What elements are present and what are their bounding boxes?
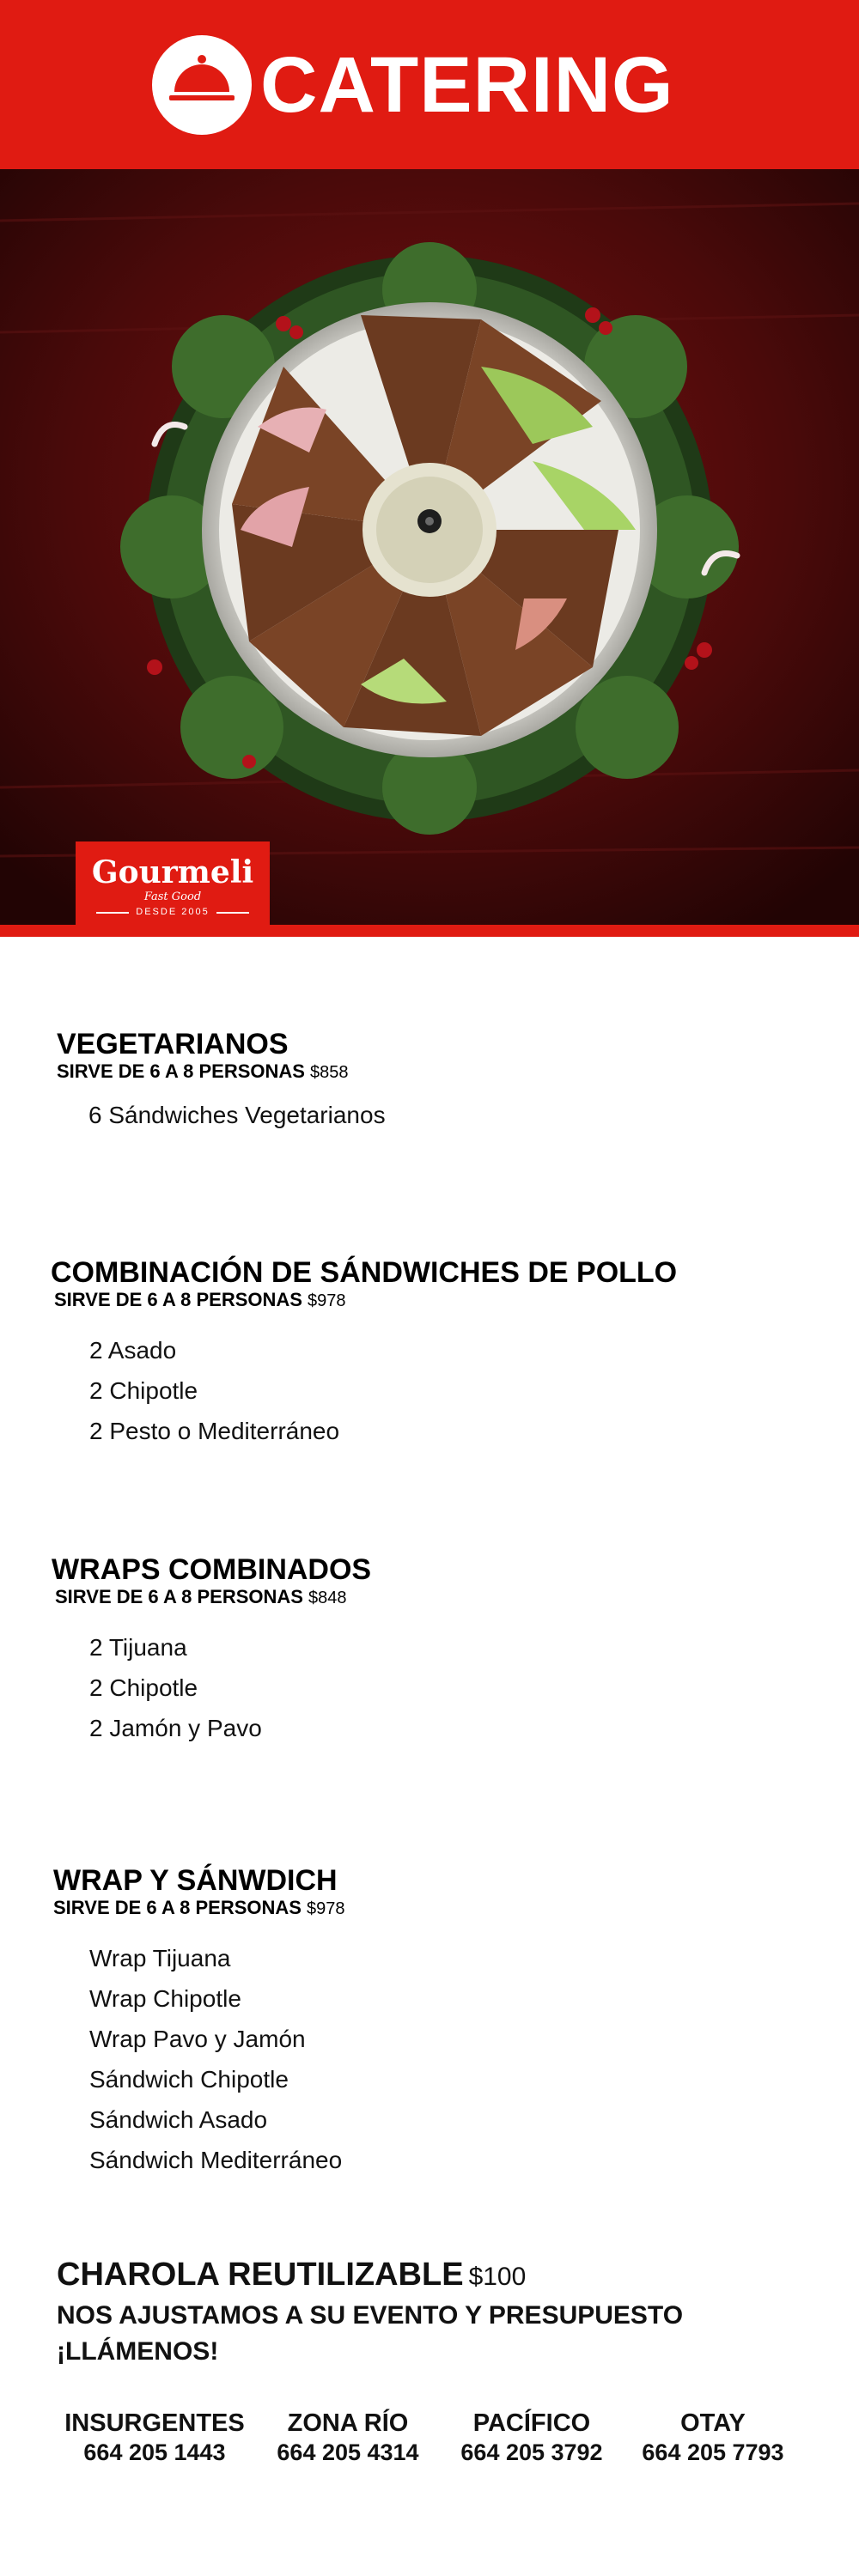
list-item: 2 Chipotle (89, 1674, 198, 1701)
section-items (89, 1330, 859, 1451)
list-item: 6 Sándwiches Vegetarianos (88, 1102, 386, 1128)
call-us-line: ¡LLÁMENOS! (57, 2337, 219, 2366)
list-item: 2 Tijuana (89, 1634, 187, 1661)
branch-zona-rio (245, 2409, 451, 2467)
list-item: Wrap Pavo y Jamón (89, 2026, 306, 2052)
reusable-tray (57, 2255, 526, 2294)
brand-logo (76, 841, 270, 927)
branch-phone[interactable]: 664 205 1443 (83, 2439, 226, 2465)
section-title: WRAP Y SÁNWDICH (53, 1864, 338, 1897)
list-item: 2 Chipotle (89, 1377, 198, 1404)
section-title: COMBINACIÓN DE SÁNDWICHES DE POLLO (51, 1256, 678, 1289)
list-item: Wrap Tijuana (89, 1945, 231, 1971)
section-items (88, 1095, 859, 1135)
branch-phone[interactable]: 664 205 4314 (277, 2439, 419, 2465)
section-price: $978 (307, 1291, 346, 1310)
section-price: $848 (308, 1589, 347, 1607)
list-item: Sándwich Asado (89, 2106, 268, 2133)
serves-label: SIRVE DE 6 A 8 PERSONAS (55, 1586, 303, 1607)
menu-section-vegetarianos (0, 1027, 859, 1135)
section-subtitle (55, 1587, 859, 1610)
serves-label: SIRVE DE 6 A 8 PERSONAS (57, 1060, 305, 1082)
branch-name: PACÍFICO (472, 2409, 591, 2437)
cloche-icon (152, 35, 252, 135)
brand-since: DESDE 2005 (136, 907, 210, 917)
list-item: 2 Pesto o Mediterráneo (89, 1418, 340, 1444)
section-price: $858 (309, 1063, 349, 1082)
brand-rule-right (216, 912, 249, 914)
branch-name: ZONA RÍO (287, 2409, 409, 2437)
brand-name: Gourmeli (91, 854, 254, 890)
event-notice (57, 2298, 830, 2370)
adjust-line: NOS AJUSTAMOS A SU EVENTO Y PRESUPUESTO (57, 2301, 684, 2330)
section-items (89, 1938, 859, 2180)
branch-pacifico (429, 2409, 635, 2467)
section-price: $978 (306, 1899, 345, 1918)
section-title: WRAPS COMBINADOS (52, 1553, 372, 1586)
hero-photo (0, 169, 859, 925)
section-subtitle (57, 1061, 859, 1084)
serves-label: SIRVE DE 6 A 8 PERSONAS (53, 1897, 302, 1918)
branch-insurgentes (52, 2409, 258, 2467)
serves-label: SIRVE DE 6 A 8 PERSONAS (54, 1289, 302, 1310)
header-banner (0, 0, 859, 169)
tray-label: CHAROLA REUTILIZABLE (57, 2257, 464, 2293)
section-title: VEGETARIANOS (57, 1028, 289, 1060)
brand-tagline: Fast Good (143, 890, 202, 903)
branch-phone[interactable]: 664 205 3792 (460, 2439, 603, 2465)
tray-price: $100 (468, 2263, 527, 2291)
list-item: Sándwich Chipotle (89, 2066, 289, 2093)
branch-name: INSURGENTES (64, 2409, 245, 2437)
branch-name: OTAY (680, 2409, 746, 2437)
menu-section-wraps (0, 1552, 859, 1748)
section-subtitle (53, 1898, 859, 1921)
branch-list (34, 2409, 833, 2477)
branch-phone[interactable]: 664 205 7793 (642, 2439, 784, 2465)
branch-otay (610, 2409, 816, 2467)
list-item: 2 Asado (89, 1337, 177, 1364)
list-item: 2 Jamón y Pavo (89, 1715, 262, 1741)
page-title: CATERING (260, 41, 674, 129)
menu-section-wrap-sandwich (0, 1863, 859, 2180)
section-items (89, 1627, 859, 1748)
section-subtitle (54, 1290, 859, 1313)
list-item: Wrap Chipotle (89, 1985, 241, 2012)
list-item: Sándwich Mediterráneo (89, 2147, 343, 2173)
menu-section-pollo (0, 1255, 859, 1451)
catering-platter-image (0, 169, 859, 925)
